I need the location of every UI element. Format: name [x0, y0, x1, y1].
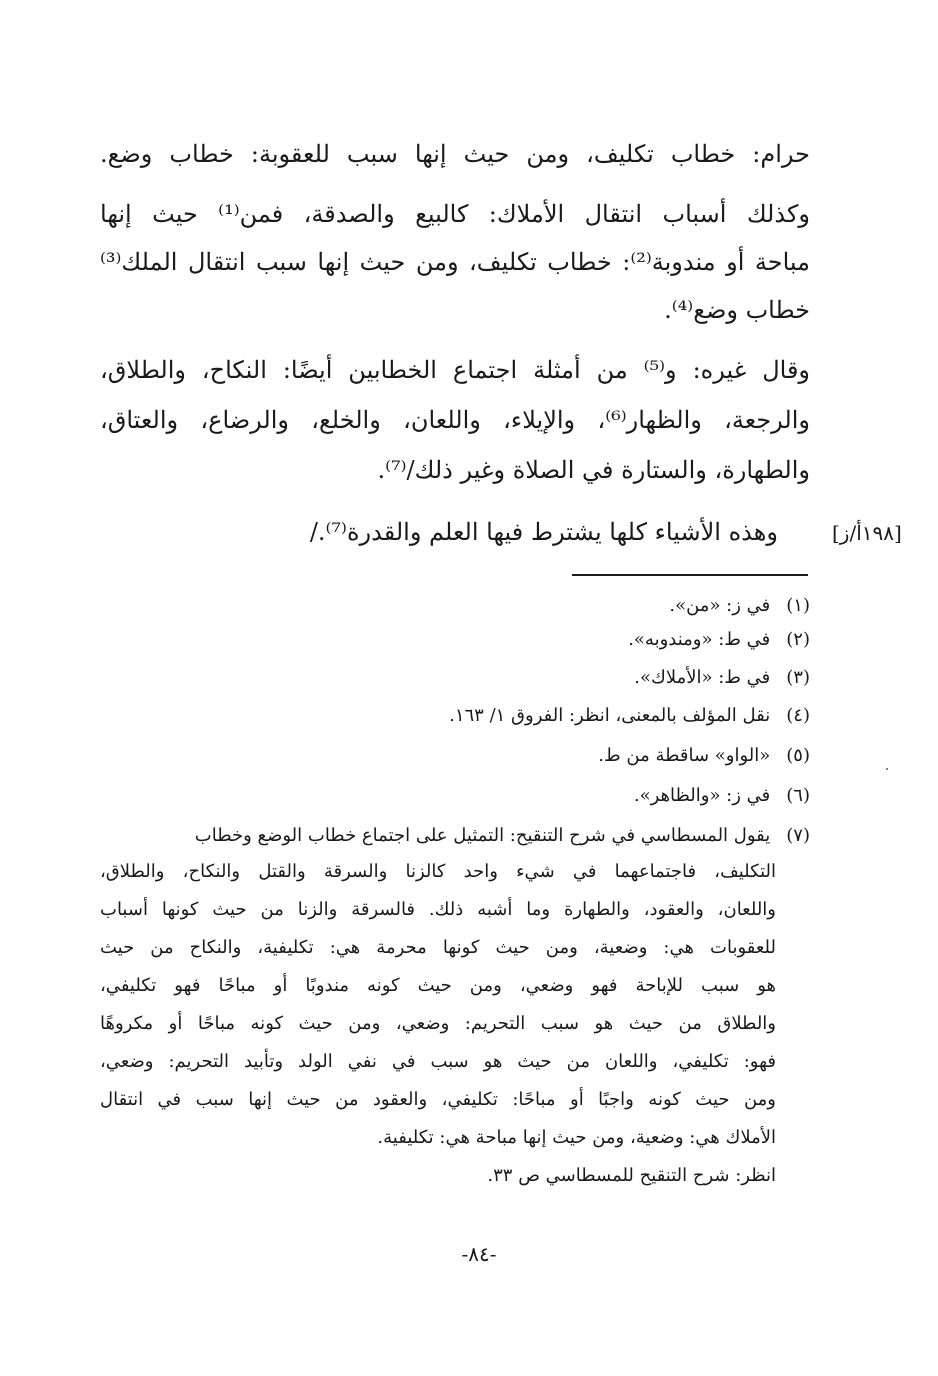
- footnote: [634, 664, 810, 692]
- main-text-line: وهذه الأشياء كلها يشترط فيها العلم والقدرة⁽⁷⁾./: [309, 518, 778, 546]
- footnote: [449, 702, 810, 730]
- footnote-text: في ز: «من».: [669, 595, 771, 616]
- footnote-continuation-line: انظر: شرح التنقيح للمسطاسي ص ٣٣.: [487, 1165, 776, 1186]
- footnote-text: نقل المؤلف بالمعنى، انظر: الفروق ١/ ١٦٣.: [449, 705, 771, 726]
- footnote-continuation-line: فهو: تكليفي، واللعان من حيث هو سبب في نفي الولد وتأبيد التحريم: وضعي،: [100, 1051, 776, 1072]
- footnote-text: في ز: «والظاهر».: [633, 785, 771, 806]
- footnote-continuation-line: هو سبب للإباحة فهو وضعي، ومن حيث كونه مندوبًا أو مباحًا فهو تكليفي،: [100, 975, 776, 996]
- footnote-text: يقول المسطاسي في شرح التنقيح: التمثيل على اجتماع خطاب الوضع وخطاب: [194, 825, 771, 846]
- footnote-continuation-line: الأملاك هي: وضعية، ومن حيث إنها مباحة هي: تكليفية.: [377, 1127, 776, 1148]
- manuscript-folio-marker: [١٩٨أ/ز]: [832, 521, 902, 545]
- footnote-separator: [572, 574, 808, 576]
- main-text-line: حرام: خطاب تكليف، ومن حيث إنها سبب للعقوبة: خطاب وضع.: [100, 140, 810, 168]
- footnote-number: (٧): [786, 825, 810, 846]
- footnote: [669, 592, 810, 620]
- footnote-number: (٢): [786, 629, 810, 650]
- main-text-line: والرجعة، والظهار⁽⁶⁾، والإيلاء، واللعان، والخلع، والرضاع، والعتاق،: [100, 406, 810, 434]
- footnote-number: (٤): [786, 705, 810, 726]
- footnote: [634, 782, 810, 810]
- scan-speck: [886, 768, 888, 770]
- page-number: -٨٤-: [461, 1242, 497, 1266]
- footnote: [628, 626, 810, 654]
- footnote-continuation-line: للعقوبات هي: وضعية، ومن حيث كونها محرمة هي: تكليفية، والنكاح من حيث: [100, 937, 776, 958]
- main-text-line: وكذلك أسباب انتقال الأملاك: كالبيع والصدقة، فمن⁽¹⁾ حيث إنها: [100, 200, 810, 228]
- footnote: [195, 822, 810, 850]
- footnote: [598, 742, 810, 770]
- footnote-number: (٦): [786, 785, 810, 806]
- main-text-line: وقال غيره: و⁽⁵⁾ من أمثلة اجتماع الخطابين أيضًا: النكاح، والطلاق،: [100, 356, 810, 384]
- main-text-line: خطاب وضع⁽⁴⁾.: [664, 296, 810, 324]
- footnote-continuation-line: والطلاق من حيث هو سبب التحريم: وضعي، ومن حيث كونه مباحًا أو مكروهًا: [100, 1013, 776, 1034]
- footnote-continuation-line: واللعان، والعقود، والطهارة وما أشبه ذلك. فالسرقة والزنا من حيث كونها أسباب: [100, 899, 776, 920]
- footnote-text: «الواو» ساقطة من ط.: [598, 745, 771, 766]
- footnote-number: (١): [786, 595, 810, 616]
- footnote-text: في ط: «ومندوبه».: [628, 629, 771, 650]
- footnote-number: (٣): [786, 667, 810, 688]
- main-text-line: مباحة أو مندوبة⁽²⁾: خطاب تكليف، ومن حيث إنها سبب انتقال الملك⁽³⁾: [100, 248, 810, 276]
- footnote-text: في ط: «الأملاك».: [634, 667, 771, 688]
- footnote-continuation-line: التكليف، فاجتماعهما في شيء واحد كالزنا والسرقة والقتل والنكاح، والطلاق،: [100, 861, 776, 882]
- footnote-continuation-line: ومن حيث كونه واجبًا أو مباحًا: تكليفي، والعقود من حيث إنها سبب في انتقال: [100, 1089, 776, 1110]
- footnote-number: (٥): [786, 745, 810, 766]
- main-text-line: والطهارة، والستارة في الصلاة وغير ذلك/⁽⁷⁾.: [377, 456, 810, 484]
